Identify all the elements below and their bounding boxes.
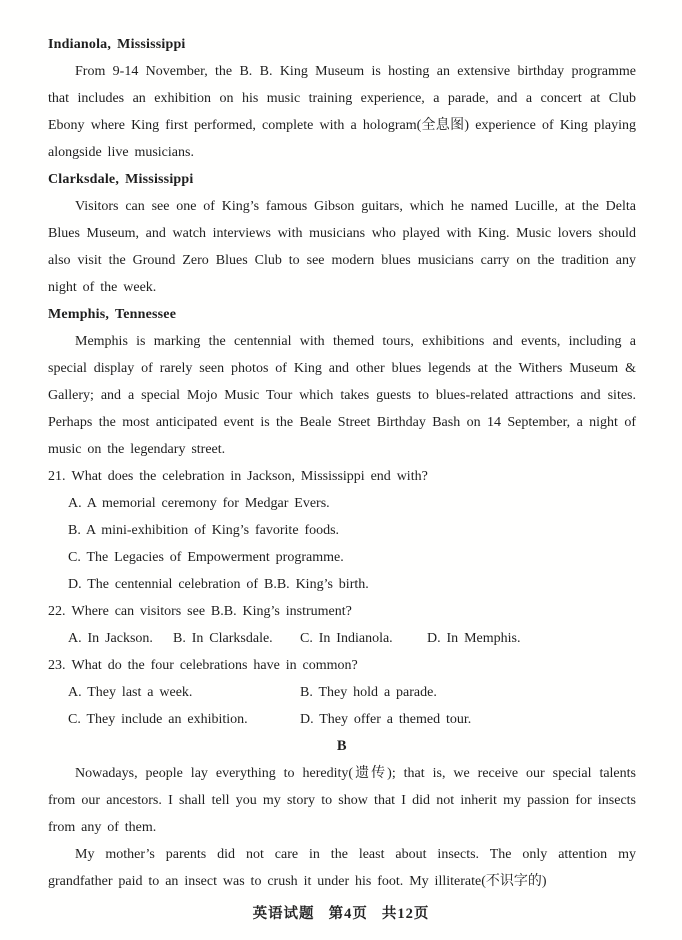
- question-23-option-c: C. They include an exhibition.: [68, 712, 248, 727]
- passage-b-label: B: [336, 738, 348, 754]
- question-23-options-row-1: [48, 679, 636, 706]
- question-22-option-d: D. In Memphis.: [427, 631, 521, 646]
- question-23-text: What do the four celebrations have in common?: [71, 658, 358, 673]
- question-23-option-b: B. They hold a parade.: [300, 685, 437, 700]
- passage-paragraph-clarksdale: Visitors can see one of King’s famous Gibson guitars, which he named Lucille, at the Delta Blues Museum, and watch interviews with musicians who played with King. Music lovers should also visit the Ground Zero Blues Club to see modern blues musicians carry on the tradition any night of the week.: [48, 199, 636, 295]
- question-23-option-a: A. They last a week.: [68, 685, 193, 700]
- question-22-text: Where can visitors see B.B. King’s instrument?: [71, 604, 352, 619]
- question-22: [48, 598, 636, 652]
- question-22-option-b: B. In Clarksdale.: [173, 631, 273, 646]
- passage-a: [48, 31, 636, 463]
- page-footer: 英语试题 第4页 共12页: [252, 906, 430, 922]
- question-21-option-a: A. A memorial ceremony for Medgar Evers.: [68, 496, 330, 511]
- question-22-options: [48, 625, 636, 652]
- place-heading-memphis: Memphis, Tennessee: [48, 307, 177, 322]
- place-heading-clarksdale: Clarksdale, Mississippi: [48, 172, 194, 187]
- question-21: [48, 463, 636, 598]
- question-22-option-c: C. In Indianola.: [300, 631, 393, 646]
- question-23-number: 23.: [48, 658, 66, 673]
- question-22-option-a: A. In Jackson.: [68, 631, 153, 646]
- passage-b-paragraph-2: My mother’s parents did not care in the least about insects. The only attention my grandfather paid to an insect was to crush it under his foot. My illiterate(不识字的): [48, 847, 636, 889]
- question-23-options-row-2: [48, 706, 636, 733]
- question-23-option-d: D. They offer a themed tour.: [300, 712, 472, 727]
- place-heading-indianola: Indianola, Mississippi: [48, 37, 186, 52]
- passage-b-paragraph-1: Nowadays, people lay everything to heredity(遗传); that is, we receive our special talents from our ancestors. I shall tell you my story to show that I did not inherit my passion for insects from any of them.: [48, 766, 636, 835]
- question-23-stem: [48, 652, 636, 679]
- passage-b: [48, 733, 636, 895]
- passage-paragraph-indianola: From 9-14 November, the B. B. King Museum is hosting an extensive birthday programme that includes an exhibition on his music training experience, a parade, and a concert at Club Ebony where King first performed, complete with a hologram(全息图) experience of King playing alongside live musicians.: [48, 64, 636, 160]
- question-block: [48, 463, 636, 733]
- passage-paragraph-memphis: Memphis is marking the centennial with themed tours, exhibitions and events, including a special display of rarely seen photos of King and other blues legends at the Withers Museum & Gallery; and a special Mojo Music Tour which takes guests to blues-related attractions and sites. Perhaps the most anticipated event is the Beale Street Birthday Bash on 14 September, a night of music on the legendary street.: [48, 334, 636, 457]
- question-21-option-c: C. The Legacies of Empowerment programme.: [68, 550, 344, 565]
- question-21-text: What does the celebration in Jackson, Mississippi end with?: [71, 469, 428, 484]
- question-23: [48, 652, 636, 733]
- question-21-number: 21.: [48, 469, 66, 484]
- question-22-stem: [48, 598, 636, 625]
- question-21-stem: [48, 463, 636, 490]
- question-22-number: 22.: [48, 604, 66, 619]
- question-21-option-b: B. A mini-exhibition of King’s favorite foods.: [68, 523, 340, 538]
- question-21-option-d: D. The centennial celebration of B.B. King’s birth.: [68, 577, 369, 592]
